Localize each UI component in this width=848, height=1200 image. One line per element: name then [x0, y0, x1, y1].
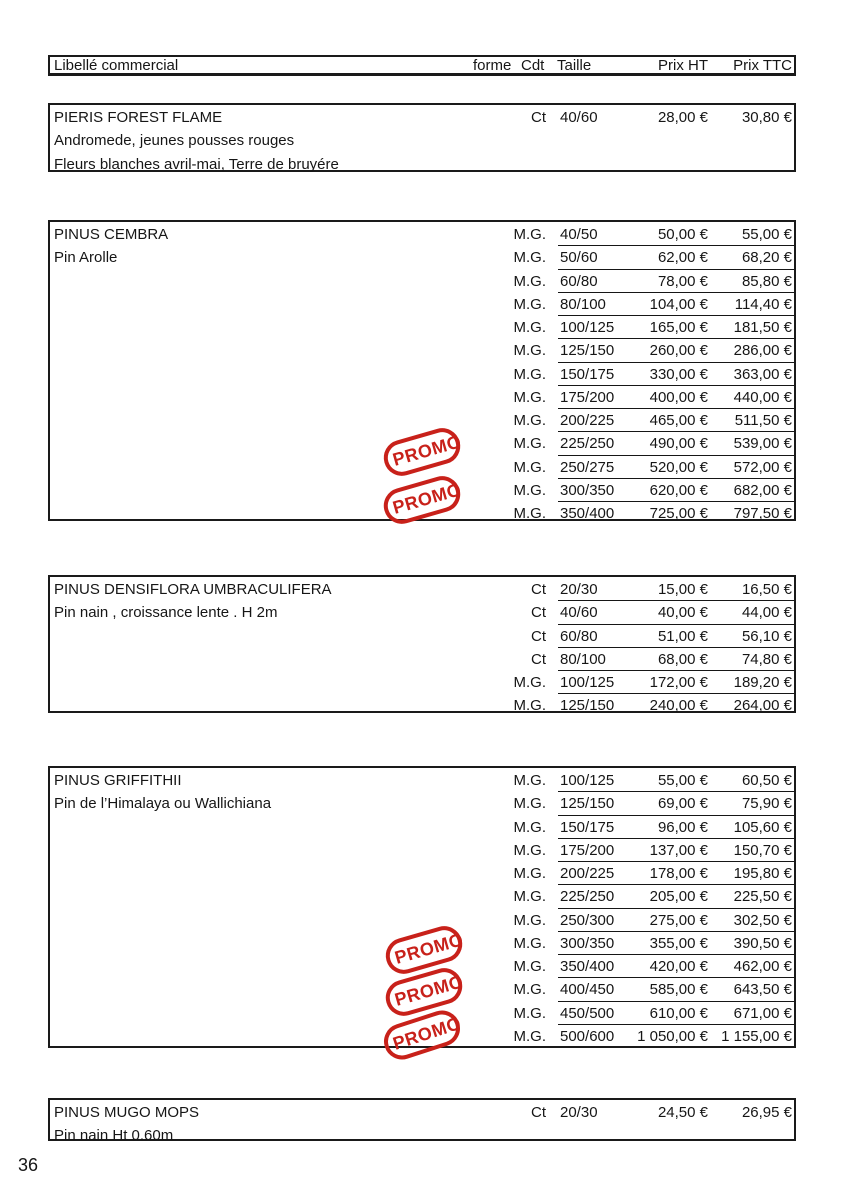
price-row [50, 885, 794, 908]
price-rows [50, 577, 794, 715]
prix-ttc-value: 390,50 € [733, 934, 792, 952]
product-name: PIERIS FOREST FLAME [54, 109, 223, 126]
prix-ht-value: 260,00 € [649, 342, 708, 360]
prix-ttc-value: 511,50 € [734, 412, 792, 429]
prix-ttc-value: 1 155,00 € [721, 1027, 792, 1045]
prix-ttc-value: 60,50 € [741, 772, 792, 789]
prix-ttc-value: 225,50 € [733, 888, 792, 906]
taille-value: 80/100 [560, 295, 606, 313]
product-description: Andromede, jeunes pousses rouges [54, 132, 295, 150]
prix-ttc-value: 363,00 € [733, 365, 792, 383]
cdt-value: M.G. [513, 505, 546, 522]
prix-ttc-value: 26,95 € [741, 1104, 792, 1121]
taille-value: 200/225 [560, 865, 615, 882]
taille-value: 350/400 [560, 958, 615, 975]
taille-value: 40/60 [560, 109, 598, 126]
taille-value: 80/100 [560, 650, 606, 668]
cdt-value: Ct [531, 650, 546, 668]
taille-value: 500/600 [560, 1027, 615, 1045]
prix-ht-value: 178,00 € [649, 865, 708, 882]
cdt-value: M.G. [513, 481, 546, 499]
price-row [50, 316, 794, 339]
prix-ht-value: 240,00 € [649, 697, 708, 715]
taille-value: 60/80 [560, 272, 598, 290]
prix-ht-value: 24,50 € [657, 1104, 708, 1121]
cdt-value: M.G. [513, 295, 546, 313]
cdt-value: M.G. [513, 697, 546, 715]
cdt-value: M.G. [513, 772, 546, 789]
taille-value: 450/500 [560, 1004, 615, 1022]
cdt-value: Ct [531, 1104, 546, 1121]
page-number: 36 [18, 1155, 39, 1175]
prix-ht-value: 51,00 € [657, 627, 708, 645]
prix-ttc-value: 671,00 € [733, 1004, 792, 1022]
price-row [50, 862, 794, 885]
taille-value: 150/175 [560, 818, 615, 836]
cdt-value: M.G. [513, 412, 546, 429]
prix-ht-value: 330,00 € [649, 365, 708, 383]
price-row [50, 386, 794, 409]
cdt-value: Ct [531, 109, 546, 126]
price-row [50, 223, 794, 246]
price-row [50, 363, 794, 386]
taille-value: 50/60 [560, 249, 598, 267]
product-name: PINUS CEMBRA [54, 226, 169, 243]
taille-value: 125/150 [560, 342, 615, 360]
price-row [50, 270, 794, 293]
taille-value: 225/250 [560, 888, 615, 906]
price-row [50, 694, 794, 717]
prix-ht-value: 490,00 € [649, 435, 708, 453]
prix-ttc-value: 572,00 € [733, 458, 792, 476]
product-block [48, 103, 796, 172]
prix-ttc-value: 30,80 € [741, 109, 792, 126]
price-row [50, 1101, 794, 1124]
cdt-value: M.G. [513, 1027, 546, 1045]
prix-ttc-value: 440,00 € [733, 388, 792, 406]
price-row [50, 578, 794, 601]
prix-ttc-value: 16,50 € [741, 581, 792, 598]
taille-value: 175/200 [560, 388, 615, 406]
cdt-value: M.G. [513, 911, 546, 929]
table-header [48, 55, 796, 76]
column-header-cdt: Cdt [521, 57, 545, 74]
prix-ttc-value: 68,20 € [741, 249, 792, 267]
prix-ht-value: 40,00 € [657, 604, 708, 622]
promo-stamp: PROMO [380, 472, 465, 528]
price-row [50, 648, 794, 671]
column-header-libelle: Libellé commercial [54, 57, 179, 74]
cdt-value: M.G. [513, 319, 546, 336]
prix-ttc-value: 181,50 € [733, 319, 792, 336]
column-header-taille: Taille [557, 57, 592, 74]
taille-value: 20/30 [560, 1104, 598, 1121]
cdt-value: Ct [531, 581, 546, 598]
price-row [50, 339, 794, 362]
price-row [50, 246, 794, 269]
prix-ht-value: 275,00 € [649, 911, 708, 929]
prix-ht-value: 137,00 € [649, 841, 708, 859]
taille-value: 250/300 [560, 911, 615, 929]
cdt-value: Ct [531, 627, 546, 645]
product-block [48, 220, 796, 521]
prix-ttc-value: 85,80 € [741, 272, 792, 290]
price-row [50, 625, 794, 648]
prix-ht-value: 172,00 € [649, 674, 708, 691]
prix-ht-value: 28,00 € [657, 109, 708, 126]
product-description: Pin nain , croissance lente . H 2m [54, 604, 278, 622]
prix-ht-value: 78,00 € [657, 272, 708, 290]
prix-ttc-value: 302,50 € [733, 911, 792, 929]
prix-ht-value: 620,00 € [649, 481, 708, 499]
cdt-value: M.G. [513, 226, 546, 243]
prix-ht-value: 165,00 € [649, 319, 708, 336]
taille-value: 300/350 [560, 934, 615, 952]
taille-value: 350/400 [560, 505, 615, 522]
prix-ht-value: 520,00 € [649, 458, 708, 476]
taille-value: 100/125 [560, 674, 615, 691]
price-rows [50, 105, 794, 170]
price-row [50, 816, 794, 839]
prix-ht-value: 96,00 € [657, 818, 708, 836]
prix-ttc-value: 56,10 € [741, 627, 792, 645]
prix-ht-value: 68,00 € [657, 650, 708, 668]
taille-value: 225/250 [560, 435, 615, 453]
taille-value: 40/60 [560, 604, 598, 622]
price-row [50, 601, 794, 624]
cdt-value: M.G. [513, 272, 546, 290]
prix-ht-value: 205,00 € [649, 888, 708, 906]
price-row [50, 671, 794, 694]
cdt-value: M.G. [513, 865, 546, 882]
cdt-value: M.G. [513, 934, 546, 952]
cdt-value: M.G. [513, 888, 546, 906]
prix-ht-value: 725,00 € [649, 505, 708, 522]
product-block [48, 575, 796, 713]
prix-ttc-value: 74,80 € [741, 650, 792, 668]
promo-stamp: PROMO [380, 424, 465, 480]
taille-value: 40/50 [560, 226, 598, 243]
price-rows [50, 1100, 794, 1139]
prix-ht-value: 610,00 € [649, 1004, 708, 1022]
taille-value: 125/150 [560, 795, 615, 813]
prix-ttc-value: 55,00 € [741, 226, 792, 243]
cdt-value: M.G. [513, 1004, 546, 1022]
prix-ht-value: 62,00 € [657, 249, 708, 267]
prix-ttc-value: 105,60 € [733, 818, 792, 836]
prix-ttc-value: 682,00 € [733, 481, 792, 499]
cdt-value: M.G. [513, 458, 546, 476]
price-row [50, 293, 794, 316]
taille-value: 125/150 [560, 697, 615, 715]
cdt-value: M.G. [513, 958, 546, 975]
prix-ttc-value: 150,70 € [733, 841, 792, 859]
cdt-value: M.G. [513, 818, 546, 836]
price-rows [50, 222, 794, 522]
price-row [50, 909, 794, 932]
prix-ht-value: 465,00 € [649, 412, 708, 429]
prix-ttc-value: 114,40 € [734, 295, 792, 313]
prix-ttc-value: 462,00 € [733, 958, 792, 975]
prix-ttc-value: 539,00 € [733, 435, 792, 453]
taille-value: 300/350 [560, 481, 615, 499]
taille-value: 150/175 [560, 365, 615, 383]
prix-ttc-value: 195,80 € [733, 865, 792, 882]
promo-stamp: PROMO [382, 922, 467, 978]
cdt-value: M.G. [513, 981, 546, 999]
prix-ht-value: 585,00 € [649, 981, 708, 999]
taille-value: 400/450 [560, 981, 615, 999]
product-description: Pin Arolle [54, 249, 118, 267]
price-row [50, 769, 794, 792]
prix-ttc-value: 643,50 € [733, 981, 792, 999]
product-name: PINUS GRIFFITHII [54, 772, 182, 789]
prix-ht-value: 355,00 € [649, 934, 708, 952]
taille-value: 20/30 [560, 581, 598, 598]
product-name: PINUS MUGO MOPS [54, 1104, 200, 1121]
price-row [50, 792, 794, 815]
promo-stamp: PROMO [379, 1006, 464, 1064]
promo-stamp: PROMO [382, 964, 467, 1020]
product-description: Pin nain Ht 0.60m [54, 1127, 174, 1145]
prix-ttc-value: 286,00 € [733, 342, 792, 360]
column-header-prix-ht: Prix HT [658, 57, 708, 74]
prix-ht-value: 400,00 € [649, 388, 708, 406]
price-row [50, 409, 794, 432]
cdt-value: Ct [531, 604, 546, 622]
taille-value: 60/80 [560, 627, 598, 645]
prix-ht-value: 15,00 € [657, 581, 708, 598]
prix-ht-value: 1 050,00 € [637, 1027, 708, 1045]
prix-ttc-value: 264,00 € [733, 697, 792, 715]
prix-ht-value: 55,00 € [657, 772, 708, 789]
cdt-value: M.G. [513, 674, 546, 691]
product-block [48, 1098, 796, 1145]
column-header-forme: forme [473, 57, 512, 74]
prix-ht-value: 420,00 € [649, 958, 708, 975]
product-name: PINUS DENSIFLORA UMBRACULIFERA [54, 581, 332, 598]
taille-value: 175/200 [560, 841, 615, 859]
taille-value: 100/125 [560, 319, 615, 336]
product-description: Pin de l’Himalaya ou Wallichiana [54, 795, 272, 813]
prix-ttc-value: 189,20 € [733, 674, 792, 691]
column-header-prix-ttc: Prix TTC [733, 57, 792, 74]
price-row [50, 839, 794, 862]
cdt-value: M.G. [513, 342, 546, 360]
prix-ttc-value: 75,90 € [741, 795, 792, 813]
cdt-value: M.G. [513, 249, 546, 267]
product-description: Fleurs blanches avril-mai, Terre de bruyére [54, 155, 339, 173]
taille-value: 100/125 [560, 772, 615, 789]
price-row [50, 106, 794, 129]
cdt-value: M.G. [513, 365, 546, 383]
cdt-value: M.G. [513, 841, 546, 859]
prix-ttc-value: 44,00 € [741, 604, 792, 622]
prix-ht-value: 69,00 € [657, 795, 708, 813]
prix-ht-value: 50,00 € [657, 226, 708, 243]
cdt-value: M.G. [513, 795, 546, 813]
taille-value: 200/225 [560, 412, 615, 429]
taille-value: 250/275 [560, 458, 615, 476]
prix-ht-value: 104,00 € [649, 295, 708, 313]
prix-ttc-value: 797,50 € [733, 505, 792, 522]
cdt-value: M.G. [513, 388, 546, 406]
cdt-value: M.G. [513, 435, 546, 453]
